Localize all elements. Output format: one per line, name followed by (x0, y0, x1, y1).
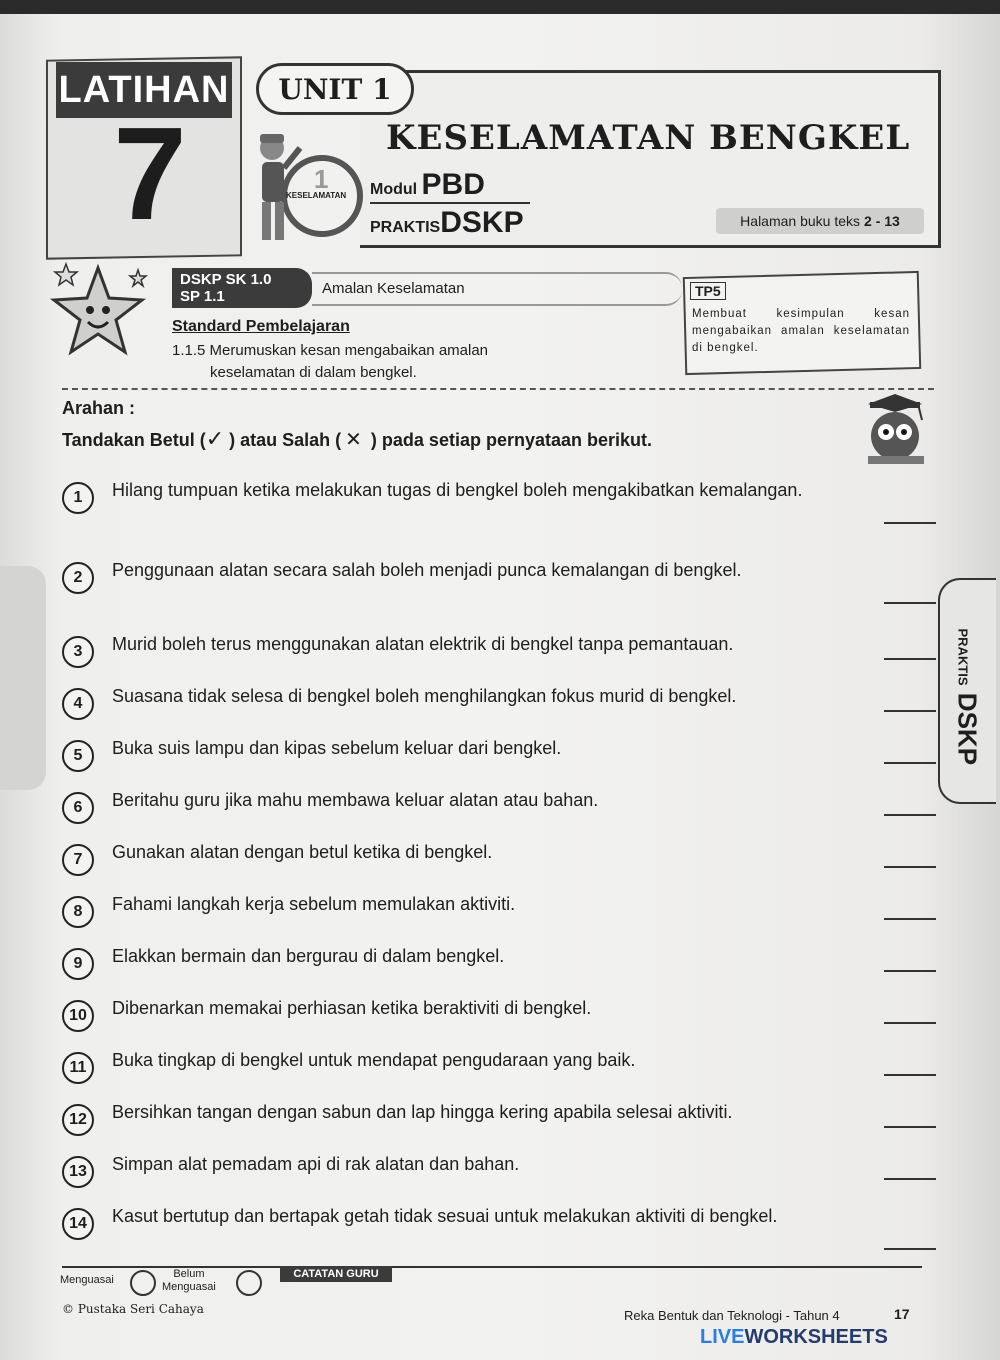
divider (370, 202, 530, 204)
question-text: Buka suis lampu dan kipas sebelum keluar dari bengkel. (112, 738, 562, 758)
answer-blank[interactable] (884, 602, 936, 604)
question-number: 5 (62, 740, 94, 772)
tp-label: TP5 (690, 282, 726, 300)
scan-edge (0, 0, 1000, 14)
cross-icon: ✕ (345, 429, 362, 451)
latihan-label: LATIHAN (56, 62, 232, 118)
question-text: Elakkan bermain dan bergurau di dalam bengkel. (112, 946, 505, 966)
question-text: Buka tingkap di bengkel untuk mendapat pengudaraan yang baik. (112, 1050, 636, 1070)
latihan-number: 7 (113, 100, 187, 247)
question-number: 3 (62, 636, 94, 668)
dashed-divider (62, 388, 934, 390)
watermark: LIVEWORKSHEETS (700, 1326, 888, 1348)
answer-blank[interactable] (884, 710, 936, 712)
textbook-page-ref: Halaman buku teks 2 - 13 (716, 208, 924, 234)
svg-text:1: 1 (314, 164, 329, 194)
badge-word: KESELAMATAN (286, 191, 347, 200)
question-number: 11 (62, 1052, 94, 1084)
standard-line-2: keselamatan di dalam bengkel. (210, 364, 417, 381)
left-page-tab (0, 566, 46, 790)
question-number: 6 (62, 792, 94, 824)
unit-label: UNIT 1 (256, 63, 414, 115)
answer-blank[interactable] (884, 1074, 936, 1076)
question-text: Murid boleh terus menggunakan alatan elektrik di bengkel tanpa pemantauan. (112, 634, 734, 654)
answer-blank[interactable] (884, 1022, 936, 1024)
question-text: Bersihkan tangan dengan sabun dan lap hingga kering apabila selesai aktiviti. (112, 1102, 733, 1122)
question-number: 14 (62, 1208, 94, 1240)
answer-blank[interactable] (884, 1248, 936, 1250)
question-text: Beritahu guru jika mahu membawa keluar alatan atau bahan. (112, 790, 599, 810)
mastered-label: Menguasai (60, 1274, 114, 1286)
page-number: 17 (894, 1306, 910, 1322)
book-title: Reka Bentuk dan Teknologi - Tahun 4 (624, 1308, 840, 1323)
question-number: 1 (62, 482, 94, 514)
instruction-text: Tandakan Betul (✓ ) atau Salah ( ✕ ) pada setiap pernyataan berikut. (62, 426, 653, 451)
topic-label: Amalan Keselamatan (322, 280, 465, 297)
praktis-dskp: DSKP (440, 206, 524, 239)
copyright: © Pustaka Seri Cahaya (62, 1302, 204, 1316)
question-text: Kasut bertutup dan bertapak getah tidak sesuai untuk melakukan aktiviti di bengkel. (112, 1206, 778, 1226)
tp-description: Membuat kesimpulan kesan mengabaikan amalan keselamatan di bengkel. (692, 308, 910, 354)
question-text: Suasana tidak selesa di bengkel boleh menghilangkan fokus murid di bengkel. (112, 686, 737, 706)
page-title: KESELAMATAN BENGKEL (386, 118, 911, 158)
question-text: Simpan alat pemadam api di rak alatan dan bahan. (112, 1154, 520, 1174)
answer-blank[interactable] (884, 522, 936, 524)
modul-pbd: PBD (421, 168, 485, 201)
question-number: 9 (62, 948, 94, 980)
question-text: Penggunaan alatan secara salah boleh menjadi punca kemalangan di bengkel. (112, 560, 742, 580)
question-number: 4 (62, 688, 94, 720)
standard-title: Standard Pembelajaran (172, 318, 350, 335)
question-text: Fahami langkah kerja sebelum memulakan aktiviti. (112, 894, 516, 914)
answer-blank[interactable] (884, 1126, 936, 1128)
praktis-label: PRAKTISDSKP (370, 206, 524, 239)
answer-blank[interactable] (884, 762, 936, 764)
answer-blank[interactable] (884, 658, 936, 660)
check-icon: ✓ (205, 426, 225, 451)
answer-blank[interactable] (884, 918, 936, 920)
question-text: Gunakan alatan dengan betul ketika di bengkel. (112, 842, 493, 862)
answer-blank[interactable] (884, 1178, 936, 1180)
mastered-checkbox[interactable] (130, 1270, 156, 1296)
mascot-figure-icon (244, 118, 364, 248)
star-mascot-icon (46, 262, 156, 362)
question-number: 13 (62, 1156, 94, 1188)
teacher-notes-label: CATATAN GURU (280, 1266, 392, 1282)
standard-line-1: 1.1.5 Merumuskan kesan mengabaikan amalan (172, 342, 489, 359)
question-number: 8 (62, 896, 94, 928)
answer-blank[interactable] (884, 866, 936, 868)
instruction-heading: Arahan : (62, 398, 136, 418)
question-number: 2 (62, 562, 94, 594)
question-text: Dibenarkan memakai perhiasan ketika beraktiviti di bengkel. (112, 998, 592, 1018)
question-number: 10 (62, 1000, 94, 1032)
owl-mascot-icon (860, 392, 940, 472)
answer-blank[interactable] (884, 814, 936, 816)
answer-blank[interactable] (884, 970, 936, 972)
dskp-tag: DSKP SK 1.0 SP 1.1 (172, 268, 312, 308)
side-tab-label: PRAKTIS DSKP (952, 628, 983, 766)
modul-label: Modul PBD (370, 168, 485, 201)
question-text: Hilang tumpuan ketika melakukan tugas di bengkel boleh mengakibatkan kemalangan. (112, 480, 803, 500)
question-number: 7 (62, 844, 94, 876)
not-mastered-label: Belum Menguasai (162, 1268, 216, 1293)
question-number: 12 (62, 1104, 94, 1136)
not-mastered-checkbox[interactable] (236, 1270, 262, 1296)
